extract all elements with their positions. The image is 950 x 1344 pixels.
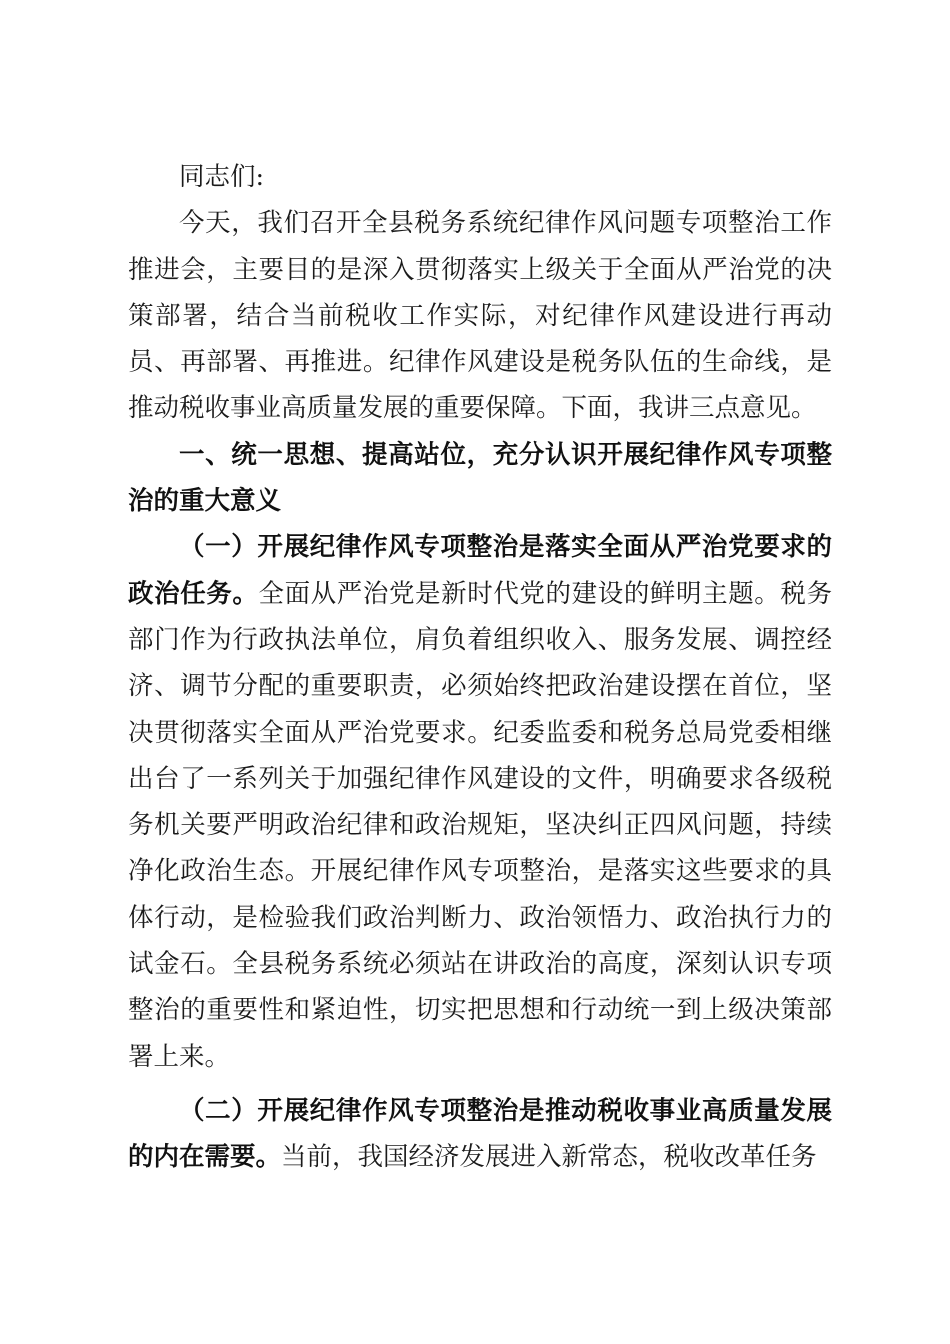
subsection-2-title: （二）开展纪律作风专项整治是推动税收事业高质量发展的内在需要。 (128, 1095, 832, 1173)
subsection-1-title: （一）开展纪律作风专项整治是落实全面从严治党要求的政治任务。 (128, 532, 832, 609)
section-heading-1: 一、统一思想、提高站位，充分认识开展纪律作风专项整治的重大意义 (128, 439, 832, 517)
subsection-1-paragraph (128, 524, 832, 1080)
intro-paragraph: 今天，我们召开全县税务系统纪律作风问题专项整治工作推进会，主要目的是深入贯彻落实上级关于全面从严治党的决策部署，结合当前税收工作实际，对纪律作风建设进行再动员、再部署、再推进。纪律作风建设是税务队伍的生命线，是推动税收事业高质量发展的重要保障。下面，我讲三点意见。 (128, 208, 832, 424)
document-page (128, 154, 832, 1181)
salutation: 同志们: (179, 162, 265, 192)
subsection-1-body: 全面从严治党是新时代党的建设的鲜明主题。税务部门作为行政执法单位，肩负着组织收入、服务发展、调控经济、调节分配的重要职责，必须始终把政治建设摆在首位，坚决贯彻落实全面从严治党要求。纪委监委和税务总局党委相继出台了一系列关于加强纪律作风建设的文件，明确要求各级税务机关要严明政治纪律和政治规矩，坚决纠正四风问题，持续净化政治生态。开展纪律作风专项整治，是落实这些要求的具体行动，是检验我们政治判断力、政治领悟力、政治执行力的试金石。全县税务系统必须站在讲政治的高度，深刻认识专项整治的重要性和紧迫性，切实把思想和行动统一到上级决策部署上来。 (128, 578, 832, 1072)
subsection-2-body: 当前，我国经济发展进入新常态，税收改革任务 (281, 1142, 817, 1173)
subsection-2-paragraph (128, 1088, 832, 1181)
